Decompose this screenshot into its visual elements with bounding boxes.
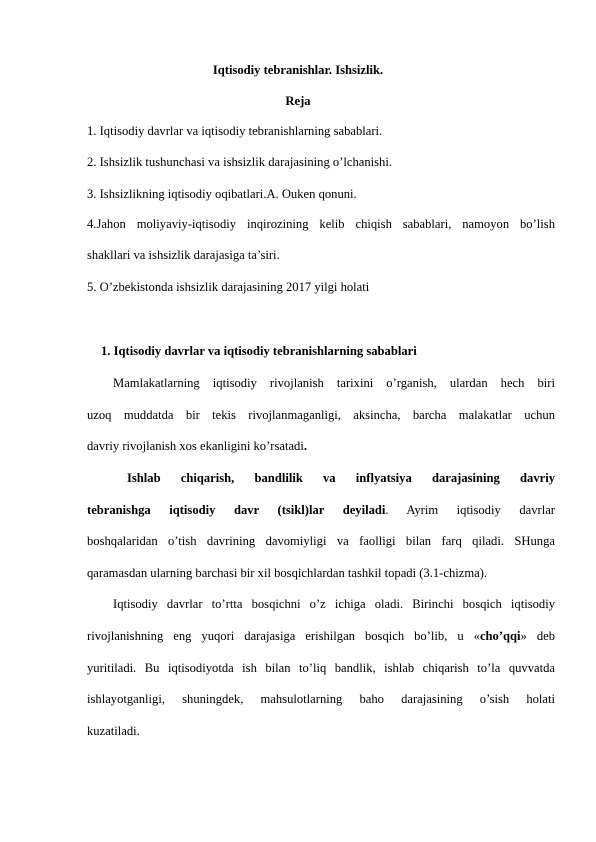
p1-period: . [303, 439, 308, 453]
p1-line-1: Mamlakatlarning iqtisodiy rivojlanish tarixini o’rganish, ulardan hech biri [113, 376, 555, 390]
p3-line-5: kuzatiladi. [87, 724, 140, 738]
plan-item-3: 3. Ishsizlikning iqtisodiy oqibatlari.A. Ouken qonuni. [87, 187, 357, 201]
p3-line-2-post: » deb [520, 629, 555, 643]
p3-line-2 [87, 628, 555, 644]
p1-line-2: uzoq muddatda bir tekis rivojlanmaganligi, aksincha, barcha malakatlar uchun [87, 408, 555, 422]
plan-heading: Reja [285, 94, 311, 108]
p2-line-4: qaramasdan ularning barchasi bir xil bosqichlardan tashkil topadi (3.1-chizma). [87, 566, 488, 580]
p2-line-1: Ishlab chiqarish, bandlilik va inflyatsiya darajasining davriy [127, 471, 555, 485]
p2-line-3: boshqalaridan o’tish davrining davomiyligi va faolligi bilan farq qiladi. SHunga [87, 534, 555, 548]
p3-term: cho’qqi [479, 629, 521, 643]
p3-line-1: Iqtisodiy davrlar to’rtta bosqichni o’z ichiga oladi. Birinchi bosqich iqtisodiy [113, 597, 555, 611]
p2-definition: tebranishga iqtisodiy davr (tsikl)lar deyiladi [87, 503, 386, 517]
p3-line-3: yuritiladi. Bu iqtisodiyotda ish bilan to’liq bandlik, ishlab chiqarish to’la quvvatda [87, 661, 555, 675]
p1-line-3 [87, 438, 555, 454]
p1-line-3-text: davriy rivojlanish xos ekanligini ko’rsatadi [87, 439, 304, 453]
plan-item-2: 2. Ishsizlik tushunchasi va ishsizlik darajasining o’lchanishi. [87, 155, 392, 169]
plan-item-1: 1. Iqtisodiy davrlar va iqtisodiy tebranishlarning sabablari. [87, 124, 383, 138]
plan-item-4: 4.Jahon moliyaviy-iqtisodiy inqirozining kelib chiqish sabablari, namoyon bo’lish [87, 217, 555, 231]
p3-line-4: ishlayotganligi, shuningdek, mahsulotlarning baho darajasining o’sish holati [87, 692, 555, 706]
plan-item-5: 5. O’zbekistonda ishsizlik darajasining 2017 yilgi holati [87, 280, 370, 294]
document-title: Iqtisodiy tebranishlar. Ishsizlik. [212, 63, 384, 77]
p2-line-2 [87, 502, 555, 518]
section-heading: 1. Iqtisodiy davrlar va iqtisodiy tebranishlarning sabablari [101, 344, 417, 358]
p3-line-2-pre: rivojlanishning eng yuqori darajasiga erishilgan bosqich bo’lib, u « [87, 629, 480, 643]
p2-line-2-rest: . Ayrim iqtisodiy davrlar [385, 503, 555, 517]
plan-item-4-cont: shakllari va ishsizlik darajasiga ta’siri. [87, 248, 280, 262]
